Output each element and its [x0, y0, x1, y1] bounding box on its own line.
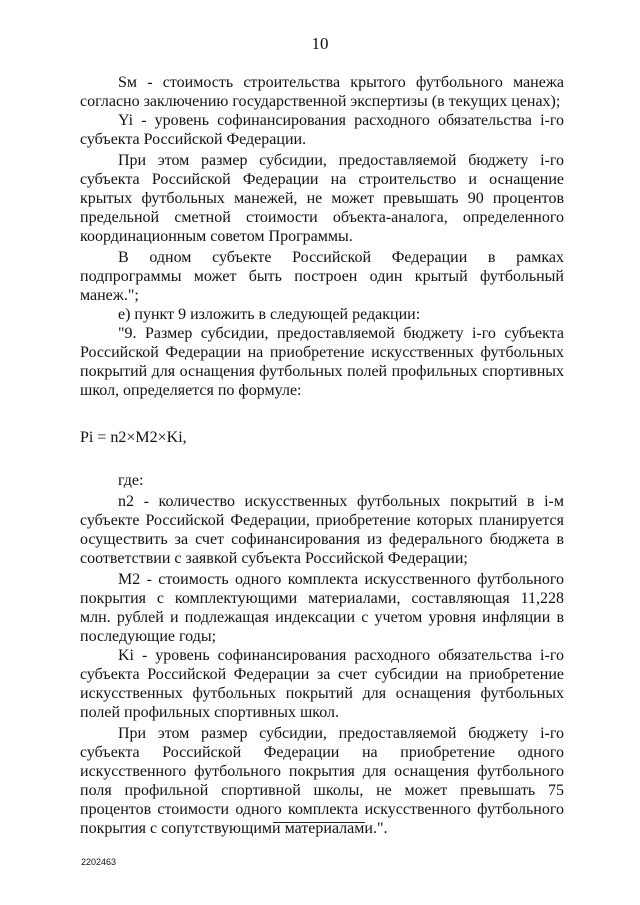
paragraph-ki-definition: Ki - уровень софинансирования расходного обязательства i-го субъекта Российской Федерации за счет субсидии на приобретение искусственных футбольных покрытий для оснащения футбольных полей профильных спортивных школ.	[80, 647, 564, 721]
document-body	[80, 73, 564, 838]
closing-rule	[273, 822, 365, 823]
paragraph-m2-definition: M2 - стоимость одного комплекта искусственного футбольного покрытия с комплектующими материалами, составляющая 11,228 млн. рублей и подлежащая индексации с учетом уровня инфляции в последующие годы;	[80, 571, 564, 645]
paragraph-subsidy-limit-manege: При этом размер субсидии, предоставляемой бюджету i-го субъекта Российской Федерации на строительство и оснащение крытых футбольных манежей, не может превышать 90 процентов предельной сметной стоимости объекта-аналога, определенного координационным советом Программы.	[80, 152, 564, 245]
paragraph-one-manege: В одном субъекте Российской Федерации в рамках подпрограммы может быть построен один крытый футбольный манеж.";	[80, 249, 564, 304]
paragraph-yi-definition: Yi - уровень софинансирования расходного обязательства i-го субъекта Российской Федерации.	[80, 112, 564, 148]
document-code: 2202463	[81, 857, 117, 867]
paragraph-n2-definition: n2 - количество искусственных футбольных покрытий в i-м субъекте Российской Федерации, приобретение которых планируется осуществить за счет софинансирования из федерального бюджета в соответствии с заявкой субъекта Российской Федерации;	[80, 493, 564, 567]
formula: Pi = n2×M2×Ki,	[80, 429, 187, 446]
paragraph-sm-definition: Sм - стоимость строительства крытого футбольного манежа согласно заключению государственной экспертизы (в текущих ценах);	[80, 74, 564, 110]
paragraph-item-e: е) пункт 9 изложить в следующей редакции:	[118, 306, 421, 323]
paragraph-subsidy-limit-coverage: При этом размер субсидии, предоставляемой бюджету i-го субъекта Российской Федерации на приобретение одного искусственного футбольного покрытия для оснащения футбольного поля профильной спортивной школы, не может превышать 75 процентов стоимости одного комплекта искусственного футбольного покрытия с сопутствующими материалами.".	[80, 725, 564, 837]
page-number: 10	[311, 34, 329, 53]
paragraph-item-9: "9. Размер субсидии, предоставляемой бюджету i-го субъекта Российской Федерации на приобретение искусственных футбольных покрытий для оснащения футбольных полей профильных спортивных школ, определяется по формуле:	[80, 325, 564, 399]
paragraph-where: где:	[118, 472, 144, 489]
